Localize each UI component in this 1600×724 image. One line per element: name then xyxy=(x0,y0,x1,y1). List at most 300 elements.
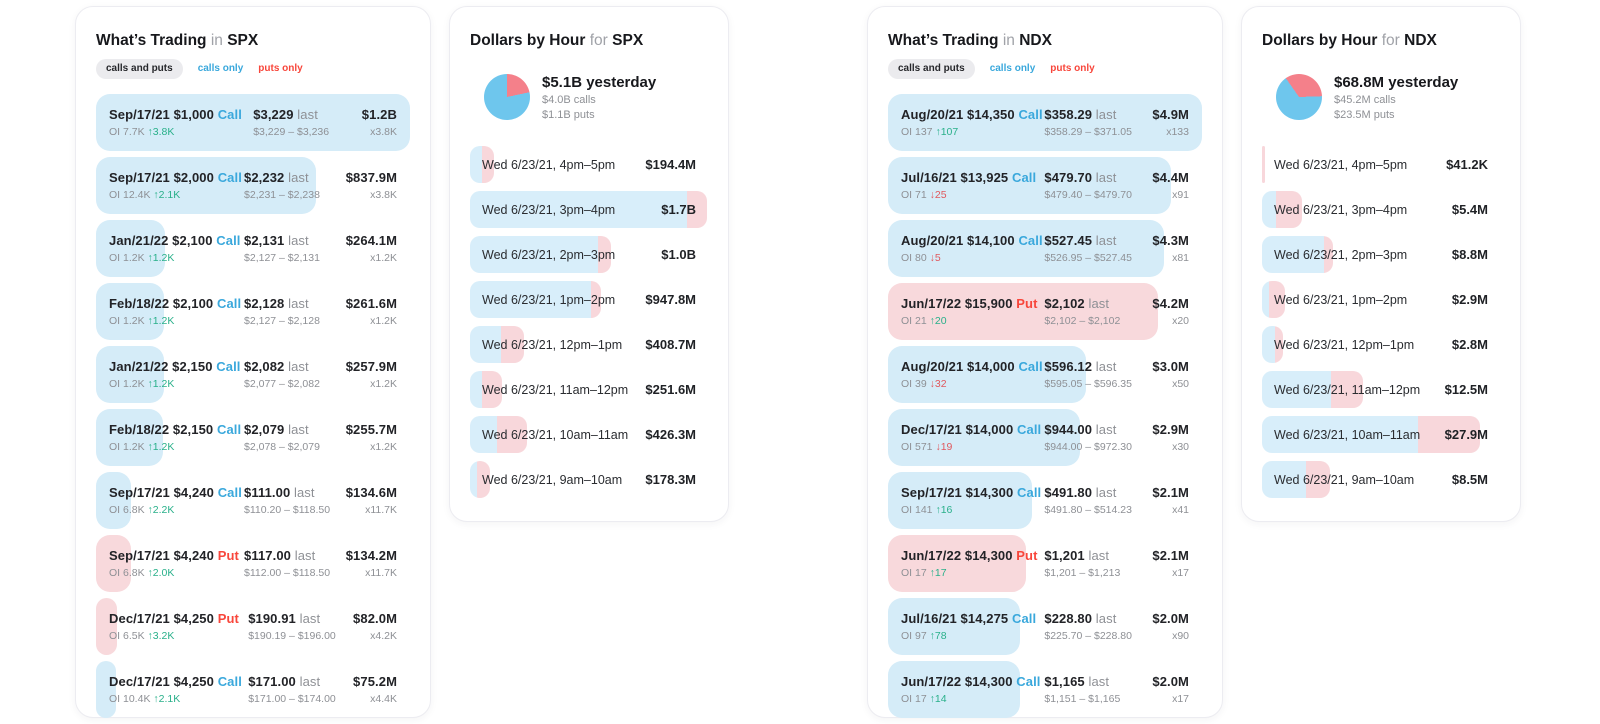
contract-column xyxy=(109,296,244,327)
calls-puts-pie-chart xyxy=(484,74,530,120)
dollar-volume: $2.9M xyxy=(1152,422,1189,438)
last-price: $358.29 xyxy=(1044,107,1093,123)
volume-column xyxy=(362,107,397,138)
price-column xyxy=(248,674,353,705)
hour-row[interactable] xyxy=(470,146,708,183)
last-price: $2,128 xyxy=(244,296,285,312)
option-row[interactable] xyxy=(888,535,1202,592)
panel-title-symbol: SPX xyxy=(612,32,644,49)
price-range: $479.40 – $479.70 xyxy=(1044,189,1132,202)
dollar-volume: $75.2M xyxy=(353,674,397,690)
calls-bar-segment xyxy=(470,371,482,408)
dollars-by-hour-panel-ndx xyxy=(1241,6,1521,522)
call-put-label: Call xyxy=(216,233,241,249)
call-put-label: Call xyxy=(217,674,242,690)
open-interest-change: ↑14 xyxy=(929,693,947,706)
dollar-volume: $2.1M xyxy=(1152,548,1189,564)
yesterday-summary xyxy=(1276,74,1500,121)
panel-title-symbol: NDX xyxy=(1404,32,1437,49)
contract-column xyxy=(901,296,1044,327)
dollar-volume: $4.3M xyxy=(1152,233,1189,249)
contract-column xyxy=(109,359,244,390)
price-column xyxy=(1044,422,1152,453)
price-column xyxy=(244,359,346,390)
contract-label: Sep/17/21 $14,300 xyxy=(901,485,1014,501)
price-column xyxy=(244,548,346,579)
contract-column xyxy=(109,674,248,705)
volume-column xyxy=(1152,170,1189,201)
call-put-label: Call xyxy=(1011,170,1037,186)
contract-label: Jun/17/22 $15,900 xyxy=(901,296,1013,312)
price-column xyxy=(244,296,346,327)
volume-column xyxy=(1152,107,1189,138)
puts-bar-segment xyxy=(1262,146,1265,183)
option-row[interactable] xyxy=(888,472,1202,529)
last-label: last xyxy=(284,170,309,186)
contract-multiplier: x1.2K xyxy=(370,315,397,328)
hour-label: Wed 6/23/21, 12pm–1pm xyxy=(1274,337,1415,352)
contract-multiplier: x81 xyxy=(1172,252,1189,265)
dollar-volume: $2.0M xyxy=(1152,674,1189,690)
panel-title xyxy=(888,31,1202,50)
contract-column xyxy=(901,233,1044,264)
price-range: $3,229 – $3,236 xyxy=(253,126,330,139)
last-label: last xyxy=(284,233,309,249)
price-range: $595.05 – $596.35 xyxy=(1044,378,1132,391)
last-label: last xyxy=(1092,170,1117,186)
price-column xyxy=(244,485,346,516)
call-put-label: Put xyxy=(217,611,239,627)
hour-label: Wed 6/23/21, 2pm–3pm xyxy=(1274,247,1408,262)
volume-column xyxy=(1152,359,1189,390)
last-price: $491.80 xyxy=(1044,485,1093,501)
price-column xyxy=(1044,359,1152,390)
contract-multiplier: x20 xyxy=(1172,315,1189,328)
call-put-label: Call xyxy=(1018,359,1043,375)
last-label: last xyxy=(290,485,315,501)
open-interest-change: ↑20 xyxy=(929,315,947,328)
hour-label: Wed 6/23/21, 3pm–4pm xyxy=(482,202,616,217)
tab-calls-only[interactable]: calls only xyxy=(197,63,244,75)
whats-trading-panel-ndx xyxy=(867,6,1223,718)
panel-title xyxy=(1262,31,1500,50)
hour-label: Wed 6/23/21, 1pm–2pm xyxy=(1274,292,1408,307)
volume-column xyxy=(346,359,397,390)
open-interest-change: ↑1.2K xyxy=(147,315,175,328)
open-interest-change: ↑78 xyxy=(929,630,947,643)
dollar-volume: $255.7M xyxy=(345,422,397,438)
price-range: $171.00 – $174.00 xyxy=(248,693,336,706)
hour-dollar-value: $2.9M xyxy=(1451,292,1488,308)
open-interest: OI 1.2K xyxy=(109,315,145,328)
call-put-label: Call xyxy=(1017,485,1042,501)
hour-dollar-value: $12.5M xyxy=(1444,382,1488,398)
open-interest-change: ↑1.2K xyxy=(147,378,175,391)
last-label: last xyxy=(1092,422,1117,438)
dollars-by-hour-panel-spx xyxy=(449,6,729,522)
last-price: $944.00 xyxy=(1044,422,1093,438)
open-interest-change: ↑3.2K xyxy=(147,630,175,643)
last-price: $2,082 xyxy=(244,359,285,375)
last-label: last xyxy=(1084,674,1110,690)
last-label: last xyxy=(1092,485,1117,501)
contract-label: Jun/17/22 $14,300 xyxy=(901,548,1013,564)
hour-rows-list xyxy=(1262,146,1500,498)
price-range: $2,102 – $2,102 xyxy=(1044,315,1121,328)
filter-tabs xyxy=(888,59,1202,79)
open-interest: OI 141 xyxy=(901,504,933,517)
call-put-label: Call xyxy=(1018,107,1043,123)
calls-bar-segment xyxy=(470,461,477,498)
call-put-label: Call xyxy=(217,107,242,123)
price-column xyxy=(244,233,346,264)
puts-total: $23.5M puts xyxy=(1334,109,1395,122)
contract-column xyxy=(901,485,1044,516)
call-put-label: Call xyxy=(1016,674,1041,690)
tab-calls-and-puts[interactable]: calls and puts xyxy=(888,59,975,79)
hour-dollar-value: $8.8M xyxy=(1451,247,1488,263)
contract-multiplier: x41 xyxy=(1172,504,1189,517)
summary-text xyxy=(542,74,656,121)
open-interest-change: ↑17 xyxy=(929,567,947,580)
hour-row[interactable] xyxy=(470,371,708,408)
volume-column xyxy=(1152,296,1189,327)
hour-dollar-value: $947.8M xyxy=(645,292,696,308)
contract-column xyxy=(109,548,244,579)
hour-rows-list xyxy=(470,146,708,498)
last-label: last xyxy=(1092,611,1117,627)
last-label: last xyxy=(284,422,309,438)
contract-label: Sep/17/21 $4,240 xyxy=(109,548,214,564)
volume-column xyxy=(346,485,397,516)
option-row[interactable] xyxy=(96,472,410,529)
open-interest: OI 1.2K xyxy=(109,441,145,454)
panel-title-symbol: SPX xyxy=(227,32,259,49)
dollar-volume: $4.9M xyxy=(1152,107,1189,123)
hour-row[interactable] xyxy=(1262,461,1500,498)
dollar-volume: $134.2M xyxy=(345,548,397,564)
option-row[interactable] xyxy=(96,661,410,718)
last-label: last xyxy=(293,107,318,123)
price-range: $2,077 – $2,082 xyxy=(244,378,320,391)
hour-row[interactable] xyxy=(1262,236,1500,273)
contract-label: Aug/20/21 $14,350 xyxy=(901,107,1015,123)
contract-label: Aug/20/21 $14,100 xyxy=(901,233,1015,249)
volume-column xyxy=(1152,548,1189,579)
price-range: $358.29 – $371.05 xyxy=(1044,126,1132,139)
total-yesterday: $68.8M yesterday xyxy=(1334,74,1459,92)
contract-label: Jul/16/21 $13,925 xyxy=(901,170,1009,186)
contract-label: Feb/18/22 $2,150 xyxy=(109,422,214,438)
hour-row[interactable] xyxy=(470,461,708,498)
option-row[interactable] xyxy=(888,409,1202,466)
open-interest: OI 97 xyxy=(901,630,927,643)
hour-row[interactable] xyxy=(470,191,708,228)
price-column xyxy=(1044,107,1152,138)
open-interest: OI 6.8K xyxy=(109,567,145,580)
option-row[interactable] xyxy=(96,283,410,340)
open-interest: OI 12.4K xyxy=(109,189,151,202)
tab-calls-and-puts[interactable]: calls and puts xyxy=(96,59,183,79)
price-column xyxy=(1044,170,1152,201)
option-row[interactable] xyxy=(888,598,1202,655)
volume-column xyxy=(346,233,397,264)
hour-dollar-value: $41.2K xyxy=(1446,157,1488,173)
hour-label: Wed 6/23/21, 11am–12pm xyxy=(482,382,629,397)
open-interest: OI 1.2K xyxy=(109,252,145,265)
open-interest-change: ↑1.2K xyxy=(147,252,175,265)
contract-column xyxy=(109,422,244,453)
open-interest: OI 39 xyxy=(901,378,927,391)
contract-multiplier: x1.2K xyxy=(370,441,397,454)
hour-dollar-value: $2.8M xyxy=(1451,337,1488,353)
volume-column xyxy=(1152,611,1189,642)
panel-title-main: What’s Trading xyxy=(888,32,999,49)
hour-label: Wed 6/23/21, 3pm–4pm xyxy=(1274,202,1408,217)
contract-column xyxy=(901,611,1044,642)
contract-column xyxy=(109,107,253,138)
calls-bar-segment xyxy=(470,146,482,183)
open-interest-change: ↑3.8K xyxy=(147,126,175,139)
contract-column xyxy=(109,170,244,201)
hour-label: Wed 6/23/21, 9am–10am xyxy=(482,472,623,487)
volume-column xyxy=(1152,485,1189,516)
contract-multiplier: x11.7K xyxy=(365,504,397,517)
price-range: $112.00 – $118.50 xyxy=(244,567,331,580)
last-label: last xyxy=(295,674,321,690)
call-put-label: Call xyxy=(217,485,242,501)
open-interest-change: ↓19 xyxy=(935,441,953,454)
hour-row[interactable] xyxy=(1262,371,1500,408)
open-interest-change: ↑2.1K xyxy=(153,189,181,202)
contract-multiplier: x91 xyxy=(1172,189,1189,202)
price-column xyxy=(1044,674,1152,705)
contract-label: Aug/20/21 $14,000 xyxy=(901,359,1015,375)
contract-label: Sep/17/21 $1,000 xyxy=(109,107,214,123)
last-price: $111.00 xyxy=(244,485,291,501)
call-put-label: Put xyxy=(217,548,239,564)
option-row[interactable] xyxy=(888,346,1202,403)
hour-dollar-value: $408.7M xyxy=(645,337,696,353)
contract-multiplier: x30 xyxy=(1172,441,1189,454)
price-column xyxy=(248,611,353,642)
panel-title xyxy=(96,31,410,50)
contract-multiplier: x11.7K xyxy=(365,567,397,580)
contract-column xyxy=(901,674,1044,705)
open-interest-change: ↑1.2K xyxy=(147,441,175,454)
tab-calls-only[interactable]: calls only xyxy=(989,63,1036,75)
volume-column xyxy=(346,548,397,579)
hour-volume-bar xyxy=(1262,146,1265,183)
call-put-label: Call xyxy=(1017,422,1042,438)
call-put-label: Put xyxy=(1016,296,1038,312)
contract-multiplier: x3.8K xyxy=(370,126,397,139)
last-price: $2,102 xyxy=(1044,296,1085,312)
hour-dollar-value: $426.3M xyxy=(645,427,696,443)
open-interest: OI 571 xyxy=(901,441,933,454)
hour-row[interactable] xyxy=(1262,146,1500,183)
contract-label: Feb/18/22 $2,100 xyxy=(109,296,214,312)
hour-row[interactable] xyxy=(470,416,708,453)
option-row[interactable] xyxy=(96,94,410,151)
contract-label: Jan/21/22 $2,100 xyxy=(109,233,213,249)
open-interest: OI 1.2K xyxy=(109,378,145,391)
hour-row[interactable] xyxy=(470,326,708,363)
summary-text xyxy=(1334,74,1458,121)
hour-label: Wed 6/23/21, 4pm–5pm xyxy=(1274,157,1408,172)
hour-dollar-value: $194.4M xyxy=(645,157,696,173)
last-price: $1,165 xyxy=(1044,674,1085,690)
last-price: $190.91 xyxy=(248,611,296,627)
dollar-volume: $4.2M xyxy=(1152,296,1189,312)
volume-column xyxy=(1152,233,1189,264)
price-range: $2,231 – $2,238 xyxy=(244,189,320,202)
price-column xyxy=(1044,485,1152,516)
hour-dollar-value: $5.4M xyxy=(1451,202,1488,218)
call-put-label: Call xyxy=(216,359,241,375)
hour-dollar-value: $8.5M xyxy=(1451,472,1488,488)
price-column xyxy=(244,422,346,453)
call-put-label: Call xyxy=(1018,233,1043,249)
last-price: $527.45 xyxy=(1044,233,1093,249)
option-row[interactable] xyxy=(888,220,1202,277)
price-range: $944.00 – $972.30 xyxy=(1044,441,1132,454)
open-interest-change: ↓25 xyxy=(929,189,947,202)
dollar-volume: $1.2B xyxy=(361,107,397,123)
open-interest-change: ↑107 xyxy=(935,126,959,139)
volume-column xyxy=(1152,674,1189,705)
price-range: $526.95 – $527.45 xyxy=(1044,252,1132,265)
contract-label: Jun/17/22 $14,300 xyxy=(901,674,1013,690)
panel-title-connector: for xyxy=(1381,32,1400,49)
panel-title-main: Dollars by Hour xyxy=(470,32,586,49)
contract-multiplier: x1.2K xyxy=(370,252,397,265)
contract-label: Sep/17/21 $4,240 xyxy=(109,485,214,501)
calls-puts-pie-chart xyxy=(1276,74,1322,120)
open-interest: OI 21 xyxy=(901,315,927,328)
option-row[interactable] xyxy=(96,220,410,277)
call-put-label: Put xyxy=(1016,548,1038,564)
hour-row[interactable] xyxy=(470,236,708,273)
volume-column xyxy=(1152,422,1189,453)
call-put-label: Call xyxy=(216,296,242,312)
hour-row[interactable] xyxy=(1262,326,1500,363)
open-interest-change: ↑2.1K xyxy=(153,693,181,706)
price-range: $1,151 – $1,165 xyxy=(1044,693,1121,706)
open-interest-change: ↑2.2K xyxy=(147,504,175,517)
price-range: $491.80 – $514.23 xyxy=(1044,504,1132,517)
price-column xyxy=(253,107,362,138)
dollar-volume: $2.0M xyxy=(1152,611,1189,627)
hour-dollar-value: $251.6M xyxy=(645,382,696,398)
option-row[interactable] xyxy=(96,598,410,655)
option-row[interactable] xyxy=(888,157,1202,214)
last-label: last xyxy=(295,611,321,627)
last-label: last xyxy=(1092,359,1117,375)
price-range: $190.19 – $196.00 xyxy=(248,630,336,643)
option-rows-list xyxy=(96,94,410,718)
last-price: $2,131 xyxy=(244,233,285,249)
total-yesterday: $5.1B yesterday xyxy=(542,74,657,92)
contract-multiplier: x3.8K xyxy=(370,189,397,202)
tab-puts-only[interactable]: puts only xyxy=(258,63,303,75)
hour-row[interactable] xyxy=(1262,416,1500,453)
calls-bar-segment xyxy=(1262,281,1269,318)
price-range: $2,127 – $2,128 xyxy=(244,315,320,328)
contract-column xyxy=(901,107,1044,138)
tab-puts-only[interactable]: puts only xyxy=(1050,63,1095,75)
open-interest: OI 7.7K xyxy=(109,126,145,139)
contract-multiplier: x17 xyxy=(1172,693,1189,706)
last-label: last xyxy=(284,296,309,312)
contract-column xyxy=(109,485,244,516)
price-column xyxy=(1044,611,1152,642)
call-put-label: Call xyxy=(217,170,242,186)
option-row[interactable] xyxy=(96,346,410,403)
panel-title-connector: in xyxy=(210,32,223,49)
dollar-volume: $3.0M xyxy=(1152,359,1189,375)
open-interest: OI 6.8K xyxy=(109,504,145,517)
last-price: $117.00 xyxy=(244,548,291,564)
last-price: $596.12 xyxy=(1044,359,1093,375)
volume-column xyxy=(346,296,397,327)
option-row[interactable] xyxy=(96,409,410,466)
hour-label: Wed 6/23/21, 9am–10am xyxy=(1274,472,1415,487)
option-row[interactable] xyxy=(96,157,410,214)
contract-label: Jan/21/22 $2,150 xyxy=(109,359,213,375)
last-price: $479.70 xyxy=(1044,170,1093,186)
option-rows-list xyxy=(888,94,1202,718)
hour-row[interactable] xyxy=(1262,191,1500,228)
contract-column xyxy=(109,233,244,264)
calls-total: $45.2M calls xyxy=(1334,94,1396,107)
option-row[interactable] xyxy=(888,94,1202,151)
open-interest: OI 137 xyxy=(901,126,933,139)
hour-label: Wed 6/23/21, 11am–12pm xyxy=(1274,382,1421,397)
panel-title xyxy=(470,31,708,50)
option-row[interactable] xyxy=(888,283,1202,340)
last-label: last xyxy=(1084,296,1110,312)
hour-label: Wed 6/23/21, 12pm–1pm xyxy=(482,337,623,352)
last-price: $228.80 xyxy=(1044,611,1093,627)
contract-label: Dec/17/21 $14,000 xyxy=(901,422,1014,438)
call-put-label: Call xyxy=(216,422,242,438)
price-column xyxy=(244,170,346,201)
calls-total: $4.0B calls xyxy=(542,94,596,107)
contract-column xyxy=(109,611,248,642)
last-price: $2,079 xyxy=(244,422,285,438)
contract-multiplier: x50 xyxy=(1172,378,1189,391)
open-interest-change: ↓5 xyxy=(929,252,941,265)
hour-dollar-value: $1.7B xyxy=(661,202,696,218)
hour-dollar-value: $178.3M xyxy=(645,472,696,488)
hour-row[interactable] xyxy=(1262,281,1500,318)
contract-multiplier: x4.4K xyxy=(370,693,397,706)
open-interest: OI 6.5K xyxy=(109,630,145,643)
contract-multiplier: x90 xyxy=(1172,630,1189,643)
whats-trading-panel-spx xyxy=(75,6,431,718)
open-interest-change: ↑16 xyxy=(935,504,953,517)
option-row[interactable] xyxy=(888,661,1202,718)
dollar-volume: $837.9M xyxy=(345,170,397,186)
dollar-volume: $261.6M xyxy=(345,296,397,312)
hour-row[interactable] xyxy=(470,281,708,318)
last-price: $3,229 xyxy=(253,107,294,123)
dollar-volume: $82.0M xyxy=(353,611,397,627)
panel-title-symbol: NDX xyxy=(1019,32,1052,49)
option-row[interactable] xyxy=(96,535,410,592)
contract-multiplier: x133 xyxy=(1166,126,1189,139)
